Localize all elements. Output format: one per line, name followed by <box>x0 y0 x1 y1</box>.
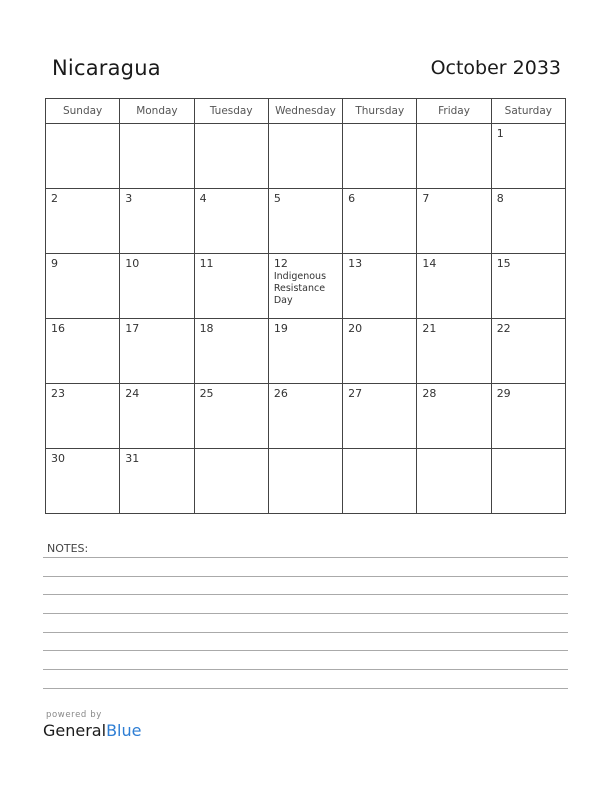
weekday-header: Sunday <box>46 99 120 124</box>
day-number: 8 <box>496 192 504 205</box>
day-number: 29 <box>496 387 511 400</box>
note-line <box>43 594 568 595</box>
day-number: 25 <box>199 387 214 400</box>
day-cell <box>491 254 565 319</box>
day-cell <box>268 189 342 254</box>
day-cell <box>46 254 120 319</box>
brand-text-general: General <box>43 721 107 740</box>
day-cell <box>194 384 268 449</box>
weekday-header-row <box>46 99 566 124</box>
country-title: Nicaragua <box>52 56 161 80</box>
week-row <box>46 319 566 384</box>
day-number: 2 <box>51 192 58 205</box>
day-number: 31 <box>125 452 140 465</box>
weekday-header: Monday <box>120 99 194 124</box>
empty-day-cell <box>268 449 342 514</box>
day-number: 26 <box>273 387 288 400</box>
week-row <box>46 189 566 254</box>
day-number: 5 <box>273 192 281 205</box>
day-number: 27 <box>348 387 363 400</box>
day-cell <box>46 449 120 514</box>
day-cell <box>268 254 342 319</box>
day-cell <box>491 124 565 189</box>
day-cell <box>46 319 120 384</box>
day-cell <box>343 384 417 449</box>
holiday-label: Indigenous Resistance Day <box>273 271 327 306</box>
note-line <box>43 632 568 633</box>
day-cell <box>120 319 194 384</box>
weekday-header: Wednesday <box>268 99 342 124</box>
day-number: 20 <box>348 322 363 335</box>
day-number: 9 <box>51 257 58 270</box>
day-number: 23 <box>51 387 65 400</box>
empty-day-cell <box>343 124 417 189</box>
week-row <box>46 384 566 449</box>
day-number: 1 <box>496 127 504 140</box>
day-cell <box>343 254 417 319</box>
weekday-header: Friday <box>417 99 491 124</box>
day-cell <box>268 319 342 384</box>
day-cell <box>194 189 268 254</box>
week-row <box>46 124 566 189</box>
note-line <box>43 613 568 614</box>
empty-day-cell <box>343 449 417 514</box>
brand-text-blue: Blue <box>106 721 142 740</box>
weekday-header: Tuesday <box>194 99 268 124</box>
day-cell <box>417 254 491 319</box>
day-number: 18 <box>199 322 214 335</box>
day-number: 17 <box>125 322 140 335</box>
empty-day-cell <box>120 124 194 189</box>
note-line <box>43 688 568 689</box>
day-cell <box>194 254 268 319</box>
day-cell <box>417 319 491 384</box>
empty-day-cell <box>417 449 491 514</box>
note-line <box>43 576 568 577</box>
note-line <box>43 669 568 670</box>
day-number: 11 <box>199 257 214 270</box>
day-number: 4 <box>199 192 207 205</box>
day-number: 28 <box>422 387 437 400</box>
powered-by-text: powered by <box>46 710 102 720</box>
empty-day-cell <box>46 124 120 189</box>
note-line <box>43 557 568 558</box>
day-cell <box>46 189 120 254</box>
day-number: 10 <box>125 257 140 270</box>
day-number: 15 <box>496 257 511 270</box>
generalblue-logo[interactable] <box>43 721 141 740</box>
day-number: 6 <box>348 192 356 205</box>
day-number: 7 <box>422 192 430 205</box>
weekday-header: Thursday <box>343 99 417 124</box>
day-number: 19 <box>273 322 288 335</box>
day-number: 13 <box>348 257 363 270</box>
day-cell <box>120 449 194 514</box>
day-cell <box>120 254 194 319</box>
day-cell <box>343 319 417 384</box>
day-cell <box>46 384 120 449</box>
day-number: 16 <box>51 322 65 335</box>
empty-day-cell <box>268 124 342 189</box>
empty-day-cell <box>417 124 491 189</box>
day-number: 3 <box>125 192 133 205</box>
day-number: 24 <box>125 387 140 400</box>
day-cell <box>491 189 565 254</box>
month-year-title: October 2033 <box>430 57 561 79</box>
day-cell <box>491 384 565 449</box>
day-cell <box>120 189 194 254</box>
empty-day-cell <box>194 449 268 514</box>
note-line <box>43 650 568 651</box>
day-number: 30 <box>51 452 65 465</box>
week-row <box>46 254 566 319</box>
calendar-grid <box>45 98 566 514</box>
day-cell <box>491 319 565 384</box>
day-cell <box>417 384 491 449</box>
day-number: 12 <box>273 257 288 270</box>
weekday-header: Saturday <box>491 99 565 124</box>
day-number: 21 <box>422 322 437 335</box>
notes-label: NOTES: <box>47 542 89 555</box>
day-cell <box>343 189 417 254</box>
week-row <box>46 449 566 514</box>
day-number: 22 <box>496 322 511 335</box>
day-cell <box>417 189 491 254</box>
day-number: 14 <box>422 257 437 270</box>
day-cell <box>268 384 342 449</box>
day-cell <box>194 319 268 384</box>
day-cell <box>120 384 194 449</box>
empty-day-cell <box>194 124 268 189</box>
empty-day-cell <box>491 449 565 514</box>
